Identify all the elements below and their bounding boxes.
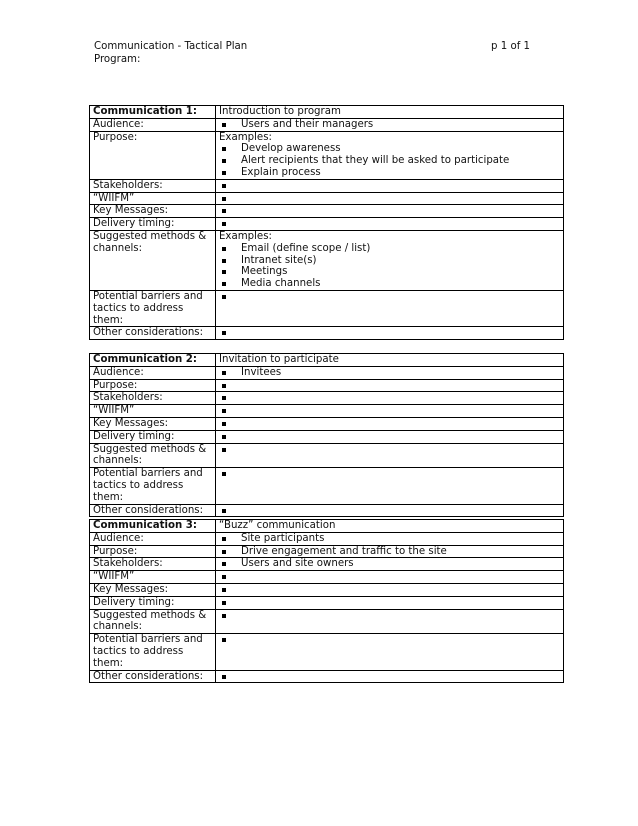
row-value bbox=[216, 609, 564, 634]
row-label: Stakeholders: bbox=[90, 179, 216, 192]
row-value bbox=[216, 670, 564, 683]
communication-label: Communication 3: bbox=[90, 520, 216, 533]
row-label: Potential barriers and tactics to address them: bbox=[90, 634, 216, 670]
row-value bbox=[216, 192, 564, 205]
bullet-item bbox=[219, 327, 560, 339]
communication-title: Invitation to participate bbox=[216, 354, 564, 367]
row-value bbox=[216, 571, 564, 584]
row-label: Audience: bbox=[90, 118, 216, 131]
bullet-item bbox=[219, 193, 560, 205]
row-label: “WIIFM” bbox=[90, 571, 216, 584]
bullet-item: Explain process bbox=[219, 167, 560, 179]
bullet-list bbox=[219, 634, 560, 646]
communication-label: Communication 1: bbox=[90, 106, 216, 119]
bullet-list bbox=[219, 119, 560, 131]
bullet-item bbox=[219, 418, 560, 430]
row-value bbox=[216, 366, 564, 379]
communication-title: “Buzz” communication bbox=[216, 520, 564, 533]
bullet-list bbox=[219, 468, 560, 480]
bullet-list bbox=[219, 327, 560, 339]
table-row bbox=[90, 131, 564, 179]
row-label: Other considerations: bbox=[90, 327, 216, 340]
row-value bbox=[216, 443, 564, 468]
row-label: Key Messages: bbox=[90, 205, 216, 218]
bullet-item bbox=[219, 218, 560, 230]
bullet-item bbox=[219, 584, 560, 596]
bullet-item: Site participants bbox=[219, 533, 560, 545]
table-row bbox=[90, 430, 564, 443]
row-value bbox=[216, 327, 564, 340]
table-row bbox=[90, 118, 564, 131]
row-label: “WIIFM” bbox=[90, 405, 216, 418]
table-row bbox=[90, 405, 564, 418]
bullet-item bbox=[219, 444, 560, 456]
document-title: Communication - Tactical Plan bbox=[94, 41, 248, 52]
communication-table-1 bbox=[89, 105, 564, 340]
table-row bbox=[90, 571, 564, 584]
communication-table-2 bbox=[89, 353, 564, 517]
row-value bbox=[216, 532, 564, 545]
bullet-item bbox=[219, 671, 560, 683]
bullet-list bbox=[219, 405, 560, 417]
row-label: Stakeholders: bbox=[90, 392, 216, 405]
bullet-list bbox=[219, 380, 560, 392]
bullet-item: Alert recipients that they will be asked to participate bbox=[219, 155, 560, 167]
bullet-item bbox=[219, 571, 560, 583]
row-label: Audience: bbox=[90, 366, 216, 379]
page-header bbox=[94, 40, 530, 66]
bullet-list bbox=[219, 143, 560, 178]
bullet-list bbox=[219, 205, 560, 217]
table-row bbox=[90, 634, 564, 670]
bullet-list bbox=[219, 392, 560, 404]
bullet-item bbox=[219, 405, 560, 417]
table-row bbox=[90, 609, 564, 634]
row-value bbox=[216, 131, 564, 179]
row-label: Potential barriers and tactics to address them: bbox=[90, 468, 216, 504]
table-title-row bbox=[90, 520, 564, 533]
table-row bbox=[90, 179, 564, 192]
bullet-item bbox=[219, 205, 560, 217]
table-row bbox=[90, 192, 564, 205]
bullet-list bbox=[219, 597, 560, 609]
examples-lead: Examples: bbox=[219, 131, 272, 143]
bullet-list bbox=[219, 418, 560, 430]
bullet-item: Develop awareness bbox=[219, 143, 560, 155]
bullet-list bbox=[219, 180, 560, 192]
bullet-item bbox=[219, 597, 560, 609]
table-row bbox=[90, 327, 564, 340]
row-label: Audience: bbox=[90, 532, 216, 545]
row-value bbox=[216, 430, 564, 443]
program-label: Program: bbox=[94, 54, 141, 65]
bullet-item bbox=[219, 291, 560, 303]
table-row bbox=[90, 218, 564, 231]
table-row bbox=[90, 417, 564, 430]
bullet-item: Email (define scope / list) bbox=[219, 243, 560, 255]
bullet-item: Users and site owners bbox=[219, 558, 560, 570]
bullet-item bbox=[219, 610, 560, 622]
row-value bbox=[216, 218, 564, 231]
bullet-list bbox=[219, 558, 560, 570]
bullet-item: Media channels bbox=[219, 278, 560, 290]
row-value bbox=[216, 118, 564, 131]
bullet-item bbox=[219, 180, 560, 192]
row-value bbox=[216, 468, 564, 504]
row-value bbox=[216, 179, 564, 192]
table-row bbox=[90, 558, 564, 571]
examples-lead: Examples: bbox=[219, 230, 272, 242]
row-label: Key Messages: bbox=[90, 417, 216, 430]
row-value bbox=[216, 583, 564, 596]
row-label: Suggested methods & channels: bbox=[90, 443, 216, 468]
bullet-item bbox=[219, 431, 560, 443]
bullet-item: Users and their managers bbox=[219, 119, 560, 131]
table-row bbox=[90, 379, 564, 392]
bullet-list bbox=[219, 584, 560, 596]
table-row bbox=[90, 504, 564, 517]
bullet-list bbox=[219, 291, 560, 303]
bullet-list bbox=[219, 546, 560, 558]
bullet-list bbox=[219, 193, 560, 205]
table-title-row bbox=[90, 106, 564, 119]
table-row bbox=[90, 670, 564, 683]
row-label: Delivery timing: bbox=[90, 596, 216, 609]
row-value bbox=[216, 405, 564, 418]
bullet-item bbox=[219, 392, 560, 404]
bullet-item: Intranet site(s) bbox=[219, 255, 560, 267]
bullet-item bbox=[219, 505, 560, 517]
bullet-item bbox=[219, 634, 560, 646]
row-value bbox=[216, 558, 564, 571]
bullet-list bbox=[219, 243, 560, 290]
row-value bbox=[216, 290, 564, 326]
table-row bbox=[90, 205, 564, 218]
table-row bbox=[90, 230, 564, 290]
row-label: “WIIFM” bbox=[90, 192, 216, 205]
row-label: Key Messages: bbox=[90, 583, 216, 596]
table-row bbox=[90, 545, 564, 558]
bullet-list bbox=[219, 444, 560, 456]
communication-title: Introduction to program bbox=[216, 106, 564, 119]
row-label: Suggested methods & channels: bbox=[90, 230, 216, 290]
table-row bbox=[90, 290, 564, 326]
row-label: Purpose: bbox=[90, 545, 216, 558]
bullet-list bbox=[219, 367, 560, 379]
row-value bbox=[216, 545, 564, 558]
page-number: p 1 of 1 bbox=[491, 41, 530, 52]
row-value bbox=[216, 392, 564, 405]
table-row bbox=[90, 366, 564, 379]
row-value bbox=[216, 634, 564, 670]
bullet-list bbox=[219, 431, 560, 443]
bullet-item: Invitees bbox=[219, 367, 560, 379]
row-label: Potential barriers and tactics to address them: bbox=[90, 290, 216, 326]
row-value bbox=[216, 596, 564, 609]
row-label: Delivery timing: bbox=[90, 430, 216, 443]
table-row bbox=[90, 468, 564, 504]
row-label: Suggested methods & channels: bbox=[90, 609, 216, 634]
bullet-list bbox=[219, 671, 560, 683]
row-label: Purpose: bbox=[90, 131, 216, 179]
communication-table-3 bbox=[89, 519, 564, 683]
row-label: Delivery timing: bbox=[90, 218, 216, 231]
table-row bbox=[90, 532, 564, 545]
row-label: Stakeholders: bbox=[90, 558, 216, 571]
table-title-row bbox=[90, 354, 564, 367]
bullet-list bbox=[219, 571, 560, 583]
table-row bbox=[90, 583, 564, 596]
bullet-item bbox=[219, 380, 560, 392]
bullet-item bbox=[219, 468, 560, 480]
row-value bbox=[216, 230, 564, 290]
table-row bbox=[90, 596, 564, 609]
row-label: Other considerations: bbox=[90, 504, 216, 517]
bullet-item: Drive engagement and traffic to the site bbox=[219, 546, 560, 558]
bullet-list bbox=[219, 505, 560, 517]
row-label: Other considerations: bbox=[90, 670, 216, 683]
row-value bbox=[216, 417, 564, 430]
row-label: Purpose: bbox=[90, 379, 216, 392]
bullet-list bbox=[219, 610, 560, 622]
row-value bbox=[216, 379, 564, 392]
table-row bbox=[90, 392, 564, 405]
communication-label: Communication 2: bbox=[90, 354, 216, 367]
row-value bbox=[216, 205, 564, 218]
bullet-item: Meetings bbox=[219, 266, 560, 278]
table-row bbox=[90, 443, 564, 468]
row-value bbox=[216, 504, 564, 517]
bullet-list bbox=[219, 533, 560, 545]
bullet-list bbox=[219, 218, 560, 230]
